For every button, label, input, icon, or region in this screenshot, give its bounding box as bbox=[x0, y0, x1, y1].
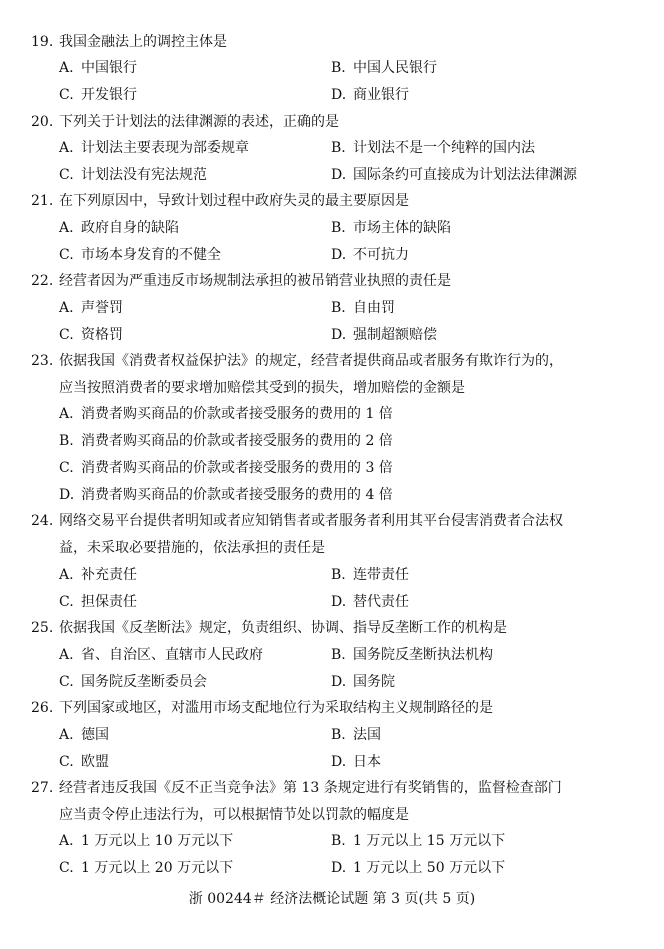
option-letter: D. bbox=[331, 87, 347, 103]
option-letter: C. bbox=[59, 460, 74, 476]
option-a bbox=[59, 299, 123, 317]
option-text: 市场本身发育的不健全 bbox=[81, 247, 221, 263]
option-b bbox=[331, 299, 395, 317]
option-letter: A. bbox=[59, 833, 74, 849]
option-text: 1 万元以上 50 万元以下 bbox=[353, 860, 506, 876]
option-text: 1 万元以上 10 万元以下 bbox=[81, 833, 234, 849]
option-letter: A. bbox=[59, 220, 74, 236]
option-letter: C. bbox=[59, 594, 74, 610]
question-stem: 下列关于计划法的法律渊源的表述，正确的是 bbox=[59, 114, 339, 130]
option-text: 德国 bbox=[81, 727, 109, 743]
page-footer: 浙 00244＃ 经济法概论试题 第 3 页(共 5 页) bbox=[188, 891, 476, 907]
option-text: 计划法没有宪法规范 bbox=[81, 167, 207, 183]
option-text: 日本 bbox=[353, 754, 381, 770]
question-stem-line-2: 应当责令停止违法行为，可以根据情节处以罚款的幅度是 bbox=[59, 807, 409, 823]
question-stem: 依据我国《反垄断法》规定，负责组织、协调、指导反垄断工作的机构是 bbox=[59, 620, 507, 636]
option-letter: C. bbox=[59, 247, 74, 263]
option-a bbox=[59, 405, 393, 423]
option-d bbox=[331, 86, 409, 104]
question-stem: 下列国家或地区，对滥用市场支配地位行为采取结构主义规制路径的是 bbox=[59, 700, 493, 716]
option-d bbox=[331, 166, 577, 184]
option-letter: D. bbox=[331, 674, 347, 690]
option-letter: A. bbox=[59, 60, 74, 76]
question-number: 19. bbox=[31, 34, 54, 50]
option-c bbox=[59, 326, 123, 344]
option-d bbox=[331, 673, 395, 691]
question-stem: 在下列原因中，导致计划过程中政府失灵的最主要原因是 bbox=[59, 193, 409, 209]
option-text: 连带责任 bbox=[353, 567, 409, 583]
question-number: 27. bbox=[31, 780, 54, 796]
option-text: 1 万元以上 15 万元以下 bbox=[353, 833, 506, 849]
option-text: 中国银行 bbox=[81, 60, 137, 76]
option-letter: C. bbox=[59, 674, 74, 690]
option-letter: B. bbox=[331, 300, 346, 316]
option-text: 国务院 bbox=[353, 674, 395, 690]
option-a bbox=[59, 139, 249, 157]
question-stem: 经营者因为严重违反市场规制法承担的被吊销营业执照的责任是 bbox=[59, 273, 451, 289]
option-text: 消费者购买商品的价款或者接受服务的费用的 4 倍 bbox=[81, 487, 393, 503]
option-c bbox=[59, 753, 109, 771]
option-text: 政府自身的缺陷 bbox=[81, 220, 179, 236]
option-text: 消费者购买商品的价款或者接受服务的费用的 1 倍 bbox=[81, 406, 393, 422]
option-letter: D. bbox=[331, 594, 347, 610]
option-b bbox=[331, 566, 409, 584]
option-letter: B. bbox=[59, 433, 74, 449]
question-stem-line-1: 经营者违反我国《反不正当竞争法》第 13 条规定进行有奖销售的，监督检查部门 bbox=[59, 780, 562, 796]
option-text: 消费者购买商品的价款或者接受服务的费用的 3 倍 bbox=[81, 460, 393, 476]
question-stem-line-1: 网络交易平台提供者明知或者应知销售者或者服务者利用其平台侵害消费者合法权 bbox=[59, 513, 563, 529]
option-text: 不可抗力 bbox=[353, 247, 409, 263]
option-text: 强制超额赔偿 bbox=[353, 327, 437, 343]
question-number: 22. bbox=[31, 273, 54, 289]
option-letter: D. bbox=[331, 247, 347, 263]
option-d bbox=[331, 326, 437, 344]
question-number: 24. bbox=[31, 513, 54, 529]
option-c bbox=[59, 459, 393, 477]
option-text: 计划法不是一个纯粹的国内法 bbox=[353, 140, 535, 156]
question-number: 26. bbox=[31, 700, 54, 716]
option-b bbox=[331, 726, 381, 744]
question-stem: 我国金融法上的调控主体是 bbox=[59, 34, 227, 50]
option-text: 省、自治区、直辖市人民政府 bbox=[81, 647, 263, 663]
option-letter: C. bbox=[59, 754, 74, 770]
option-letter: B. bbox=[331, 833, 346, 849]
option-letter: B. bbox=[331, 727, 346, 743]
option-d bbox=[331, 593, 409, 611]
option-d bbox=[59, 486, 393, 504]
option-letter: A. bbox=[59, 140, 74, 156]
option-letter: B. bbox=[331, 220, 346, 236]
option-letter: D. bbox=[331, 327, 347, 343]
option-text: 替代责任 bbox=[353, 594, 409, 610]
question-number: 21. bbox=[31, 193, 54, 209]
option-text: 市场主体的缺陷 bbox=[353, 220, 451, 236]
option-text: 消费者购买商品的价款或者接受服务的费用的 2 倍 bbox=[81, 433, 393, 449]
option-text: 国际条约可直接成为计划法法律渊源 bbox=[353, 167, 577, 183]
option-c bbox=[59, 673, 207, 691]
option-d bbox=[331, 753, 381, 771]
option-letter: B. bbox=[331, 60, 346, 76]
option-letter: A. bbox=[59, 647, 74, 663]
option-c bbox=[59, 593, 137, 611]
question-stem-line-2: 应当按照消费者的要求增加赔偿其受到的损失，增加赔偿的金额是 bbox=[59, 380, 465, 396]
question-number: 23. bbox=[31, 353, 54, 369]
option-letter: B. bbox=[331, 647, 346, 663]
option-a bbox=[59, 646, 263, 664]
option-b bbox=[331, 59, 437, 77]
option-a bbox=[59, 59, 137, 77]
option-c bbox=[59, 166, 207, 184]
option-c bbox=[59, 86, 137, 104]
option-text: 中国人民银行 bbox=[353, 60, 437, 76]
option-text: 担保责任 bbox=[81, 594, 137, 610]
option-b bbox=[331, 646, 493, 664]
question-number: 20. bbox=[31, 114, 54, 130]
option-letter: D. bbox=[59, 487, 75, 503]
option-text: 欧盟 bbox=[81, 754, 109, 770]
option-b bbox=[331, 139, 535, 157]
option-c bbox=[59, 859, 233, 877]
option-a bbox=[59, 219, 179, 237]
option-a bbox=[59, 566, 137, 584]
option-letter: C. bbox=[59, 860, 74, 876]
option-a bbox=[59, 832, 233, 850]
option-letter: D. bbox=[331, 754, 347, 770]
option-text: 声誉罚 bbox=[81, 300, 123, 316]
option-text: 国务院反垄断委员会 bbox=[81, 674, 207, 690]
option-letter: C. bbox=[59, 327, 74, 343]
option-b bbox=[59, 432, 393, 450]
option-letter: A. bbox=[59, 406, 74, 422]
question-stem-line-1: 依据我国《消费者权益保护法》的规定，经营者提供商品或者服务有欺诈行为的， bbox=[59, 353, 563, 369]
option-b bbox=[331, 832, 505, 850]
option-d bbox=[331, 859, 505, 877]
option-text: 法国 bbox=[353, 727, 381, 743]
option-letter: A. bbox=[59, 567, 74, 583]
option-letter: B. bbox=[331, 140, 346, 156]
option-b bbox=[331, 219, 451, 237]
option-c bbox=[59, 246, 221, 264]
option-letter: A. bbox=[59, 727, 74, 743]
option-a bbox=[59, 726, 109, 744]
option-d bbox=[331, 246, 409, 264]
option-text: 国务院反垄断执法机构 bbox=[353, 647, 493, 663]
option-letter: D. bbox=[331, 167, 347, 183]
question-number: 25. bbox=[31, 620, 54, 636]
option-letter: C. bbox=[59, 167, 74, 183]
option-text: 补充责任 bbox=[81, 567, 137, 583]
option-text: 开发银行 bbox=[81, 87, 137, 103]
option-letter: C. bbox=[59, 87, 74, 103]
option-letter: D. bbox=[331, 860, 347, 876]
option-text: 商业银行 bbox=[353, 87, 409, 103]
option-text: 计划法主要表现为部委规章 bbox=[81, 140, 249, 156]
option-text: 1 万元以上 20 万元以下 bbox=[81, 860, 234, 876]
option-letter: A. bbox=[59, 300, 74, 316]
question-stem-line-2: 益，未采取必要措施的，依法承担的责任是 bbox=[59, 540, 325, 556]
option-text: 资格罚 bbox=[81, 327, 123, 343]
option-text: 自由罚 bbox=[353, 300, 395, 316]
option-letter: B. bbox=[331, 567, 346, 583]
